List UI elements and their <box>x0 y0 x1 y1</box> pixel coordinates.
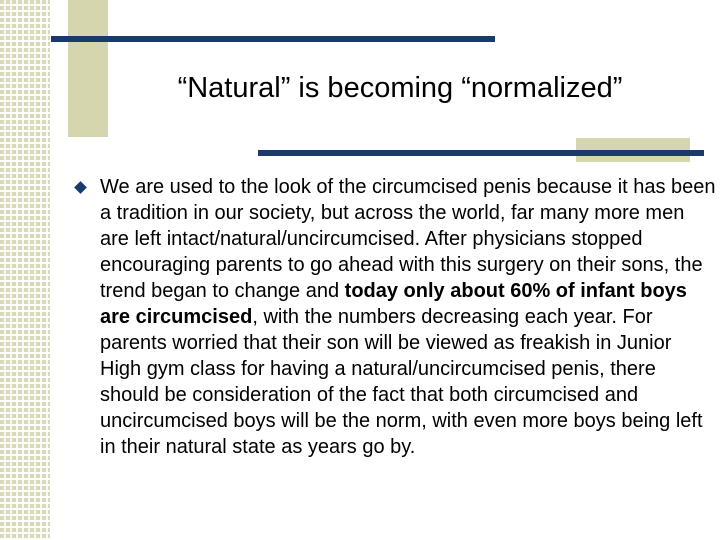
bullet-body-text <box>100 174 716 460</box>
accent-block-top <box>68 0 108 137</box>
title-rule-top <box>51 36 495 42</box>
body-text-part2: , with the numbers decreasing each year. For parents worried that their son will be viewed as freakish in Junior High gym class for having a natural/uncircumcised penis, there should be consideration of the fact that both circumcised and uncircumcised boys will be the norm, with even more boys being left in their natural state as years go by. <box>100 306 703 458</box>
diamond-bullet-icon <box>74 181 87 194</box>
slide-title: “Natural” is becoming “normalized” <box>177 72 623 104</box>
title-rule-bottom <box>258 150 704 156</box>
decorative-stripe-panel <box>0 0 50 540</box>
body-text-part1: We are used to the look of the circumcised penis because it has been a tradition in our society, but across the world, far many more men are left intact/natural/uncircumcised. After physicians stopped encouraging parents to go ahead with this surgery on their sons, the trend began to change and <box>100 176 716 302</box>
body-text-emphasis: today only about 60% of infant boys are circumcised <box>100 280 687 328</box>
